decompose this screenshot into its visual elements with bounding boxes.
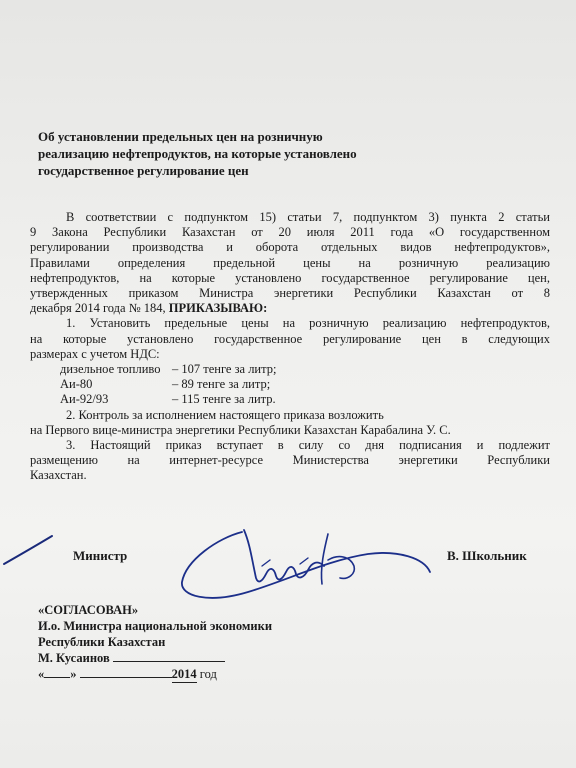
document-title — [38, 128, 518, 179]
title-line: реализацию нефтепродуктов, на которые установлено — [38, 146, 357, 161]
month-blank — [80, 677, 172, 678]
handwritten-signature — [178, 520, 438, 610]
price-row — [30, 392, 550, 407]
text-line: В соответствии с подпунктом 15) статьи 7, подпунктом 3) пункта 2 статьи — [66, 210, 550, 224]
price-row — [30, 377, 550, 392]
fuel-price: – 107 тенге за литр; — [172, 362, 277, 377]
approver-line — [38, 650, 272, 666]
fuel-name: Аи-80 — [60, 377, 93, 392]
fuel-name: дизельное топливо — [60, 362, 161, 377]
year: 2014 — [171, 667, 197, 681]
pen-mark — [0, 530, 60, 570]
item-3 — [30, 438, 550, 484]
price-row — [30, 362, 550, 377]
text-line — [30, 301, 550, 316]
item-2 — [30, 408, 550, 438]
title-line: государственное регулирование цен — [38, 163, 249, 178]
approval-block — [38, 602, 272, 683]
text-line: на которые установлено государственное регулирование цен в следующих — [30, 331, 550, 346]
text-line: 1. Установить предельные цены на розничную реализацию нефтепродуктов, — [66, 316, 550, 331]
text-line: размещению на интернет-ресурсе Министерства энергетики Республики — [30, 453, 550, 468]
title-line: Об установлении предельных цен на розничную — [38, 129, 323, 144]
preamble — [30, 210, 550, 316]
approver-name: М. Кусаинов — [38, 651, 110, 665]
text-line: нефтепродуктов, на которые установлено государственное регулирование цен, — [30, 270, 550, 285]
text-line: утвержденных приказом Министра энергетики Республики Казахстан от 8 — [30, 286, 550, 301]
approval-line: Республики Казахстан — [38, 635, 166, 649]
signer-name: В. Школьник — [447, 548, 527, 563]
year-suffix: год — [199, 667, 217, 681]
item-1 — [30, 316, 550, 362]
order-word: ПРИКАЗЫВАЮ: — [168, 301, 268, 316]
approval-stamp: «СОГЛАСОВАН» — [38, 603, 139, 617]
date-quote-close: » — [70, 667, 77, 681]
text-line: размерах с учетом НДС: — [30, 346, 160, 361]
fuel-price: – 89 тенге за литр; — [172, 377, 271, 392]
price-list — [30, 362, 550, 408]
approval-line: И.о. Министра национальной экономики — [38, 619, 273, 633]
text-line: регулировании производства и оборота отдельных видов нефтепродуктов», — [30, 240, 550, 255]
fuel-price: – 115 тенге за литр. — [172, 392, 276, 407]
day-blank — [44, 677, 70, 678]
signer-position: Министр — [73, 548, 128, 563]
text-line: на Первого вице-министра энергетики Республики Казахстан Карабалина У. С. — [30, 422, 451, 437]
text-line: 9 Закона Республики Казахстан от 20 июля 2011 года «О государственном — [30, 225, 550, 240]
text-line: Казахстан. — [30, 468, 87, 483]
date-quote-open: « — [38, 667, 45, 681]
signature-line — [113, 661, 225, 662]
document-body — [30, 210, 550, 484]
text-line: 3. Настоящий приказ вступает в силу со дня подписания и подлежит — [66, 438, 550, 452]
text-fragment: декабря 2014 года № 184, — [30, 301, 166, 316]
date-line — [38, 666, 272, 683]
fuel-name: Аи-92/93 — [60, 392, 109, 407]
text-line: 2. Контроль за исполнением настоящего приказа возложить — [66, 407, 384, 422]
text-line: Правилами определения предельной цены на розничную реализацию — [30, 255, 550, 270]
